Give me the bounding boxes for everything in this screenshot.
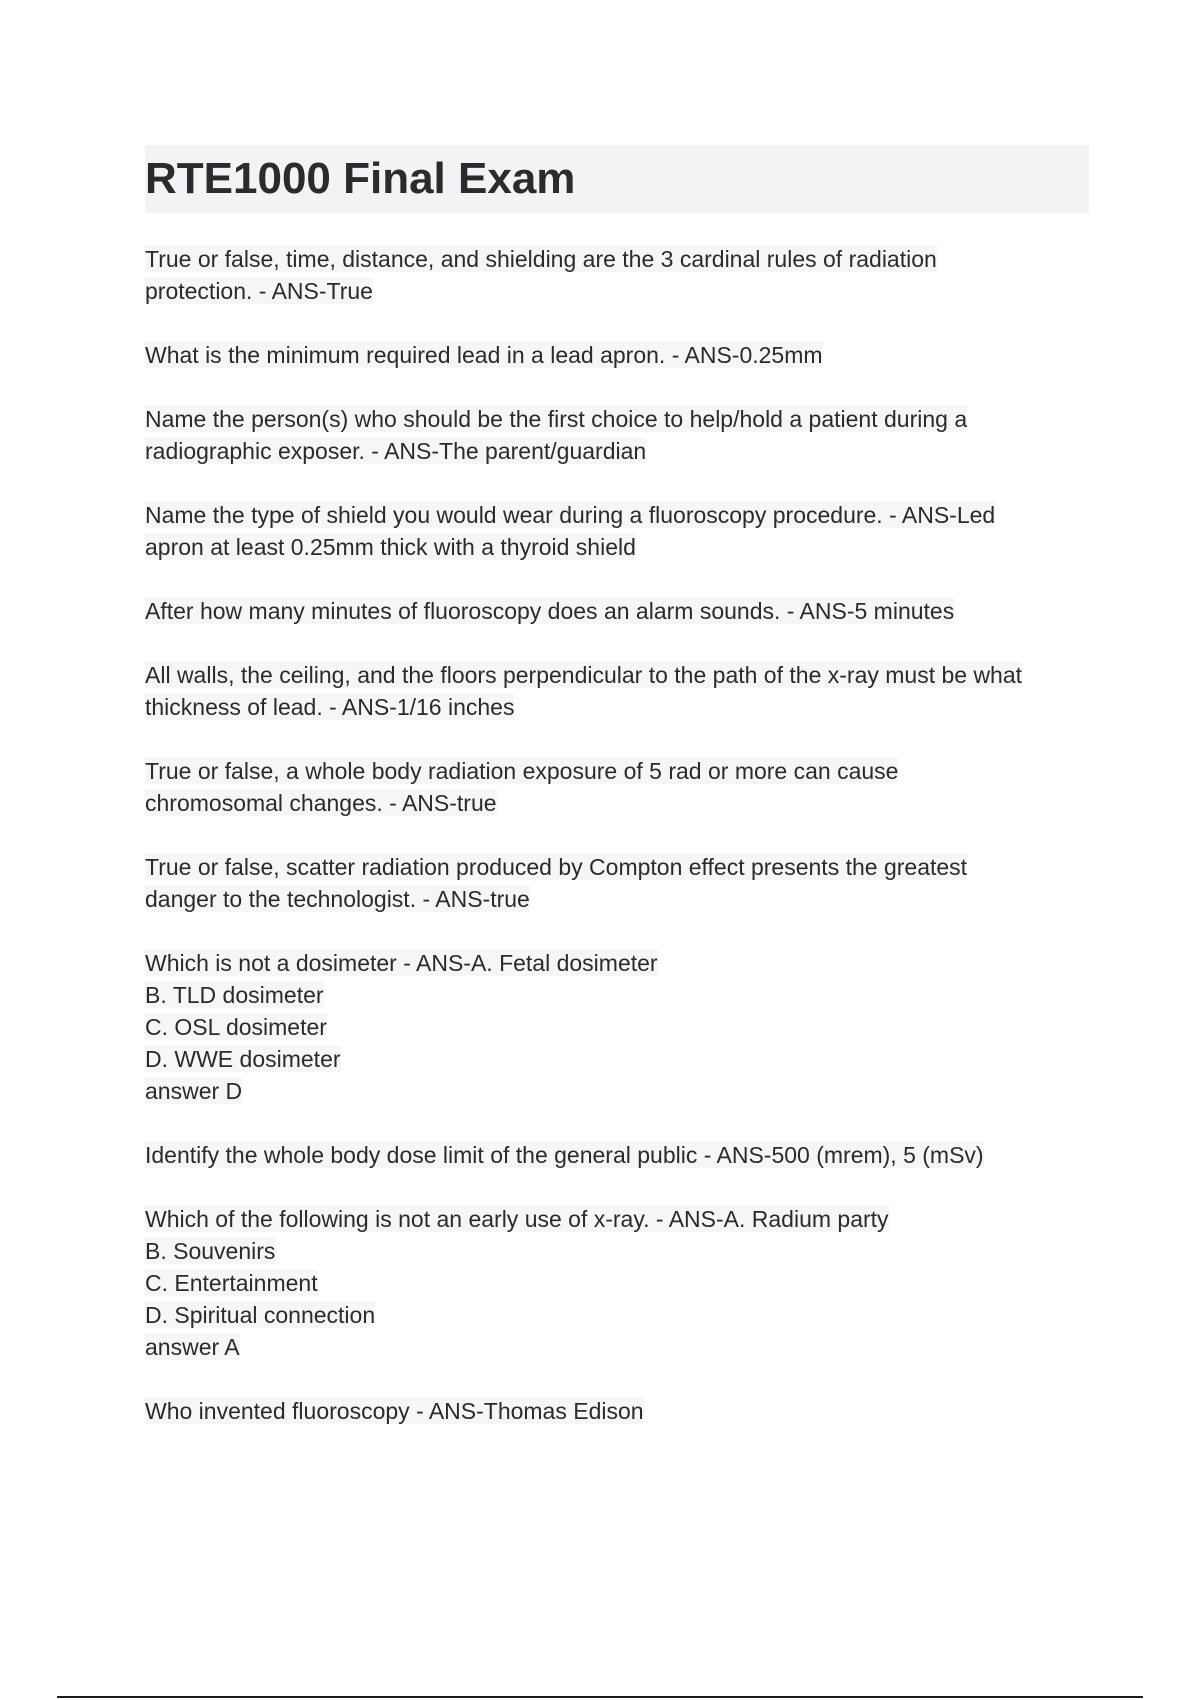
qa-item <box>145 243 1089 307</box>
qa-option: D. Spiritual connection <box>145 1302 376 1328</box>
qa-option: B. Souvenirs <box>145 1238 276 1264</box>
qa-list <box>145 243 1089 1459</box>
qa-line: Which is not a dosimeter - ANS-A. Fetal dosimeter <box>145 950 658 976</box>
qa-item <box>145 403 1089 467</box>
footer-divider <box>57 1696 1143 1698</box>
qa-line: What is the minimum required lead in a lead apron. - ANS-0.25mm <box>145 342 823 368</box>
qa-item <box>145 659 1089 723</box>
qa-line: True or false, scatter radiation produced by Compton effect presents the greatest <box>145 854 968 880</box>
qa-line: Name the person(s) who should be the first choice to help/hold a patient during a <box>145 406 968 432</box>
qa-line: thickness of lead. - ANS-1/16 inches <box>145 694 515 720</box>
qa-item <box>145 339 1089 371</box>
qa-line: After how many minutes of fluoroscopy does an alarm sounds. - ANS-5 minutes <box>145 598 955 624</box>
qa-line: apron at least 0.25mm thick with a thyroid shield <box>145 534 636 560</box>
qa-line: True or false, a whole body radiation exposure of 5 rad or more can cause <box>145 758 899 784</box>
qa-line: Which of the following is not an early use of x-ray. - ANS-A. Radium party <box>145 1206 889 1232</box>
qa-item <box>145 755 1089 819</box>
page-title: RTE1000 Final Exam <box>145 154 576 203</box>
qa-line: protection. - ANS-True <box>145 278 373 304</box>
qa-item <box>145 1139 1089 1171</box>
qa-item <box>145 595 1089 627</box>
qa-line: chromosomal changes. - ANS-true <box>145 790 497 816</box>
qa-item <box>145 851 1089 915</box>
qa-line: radiographic exposer. - ANS-The parent/guardian <box>145 438 647 464</box>
qa-line: Name the type of shield you would wear during a fluoroscopy procedure. - ANS-Led <box>145 502 996 528</box>
qa-item <box>145 1395 1089 1427</box>
qa-option: C. OSL dosimeter <box>145 1014 327 1040</box>
qa-line: True or false, time, distance, and shielding are the 3 cardinal rules of radiation <box>145 246 937 272</box>
qa-option: C. Entertainment <box>145 1270 318 1296</box>
qa-answer: answer A <box>145 1334 240 1360</box>
qa-line: Identify the whole body dose limit of the general public - ANS-500 (mrem), 5 (mSv) <box>145 1142 984 1168</box>
qa-option: D. WWE dosimeter <box>145 1046 341 1072</box>
qa-option: B. TLD dosimeter <box>145 982 324 1008</box>
title-block <box>145 145 1089 213</box>
qa-item <box>145 499 1089 563</box>
qa-item <box>145 1203 1089 1363</box>
qa-line: Who invented fluoroscopy - ANS-Thomas Edison <box>145 1398 644 1424</box>
qa-answer: answer D <box>145 1078 243 1104</box>
qa-line: danger to the technologist. - ANS-true <box>145 886 530 912</box>
qa-item <box>145 947 1089 1107</box>
qa-line: All walls, the ceiling, and the floors perpendicular to the path of the x-ray must be what <box>145 662 1023 688</box>
